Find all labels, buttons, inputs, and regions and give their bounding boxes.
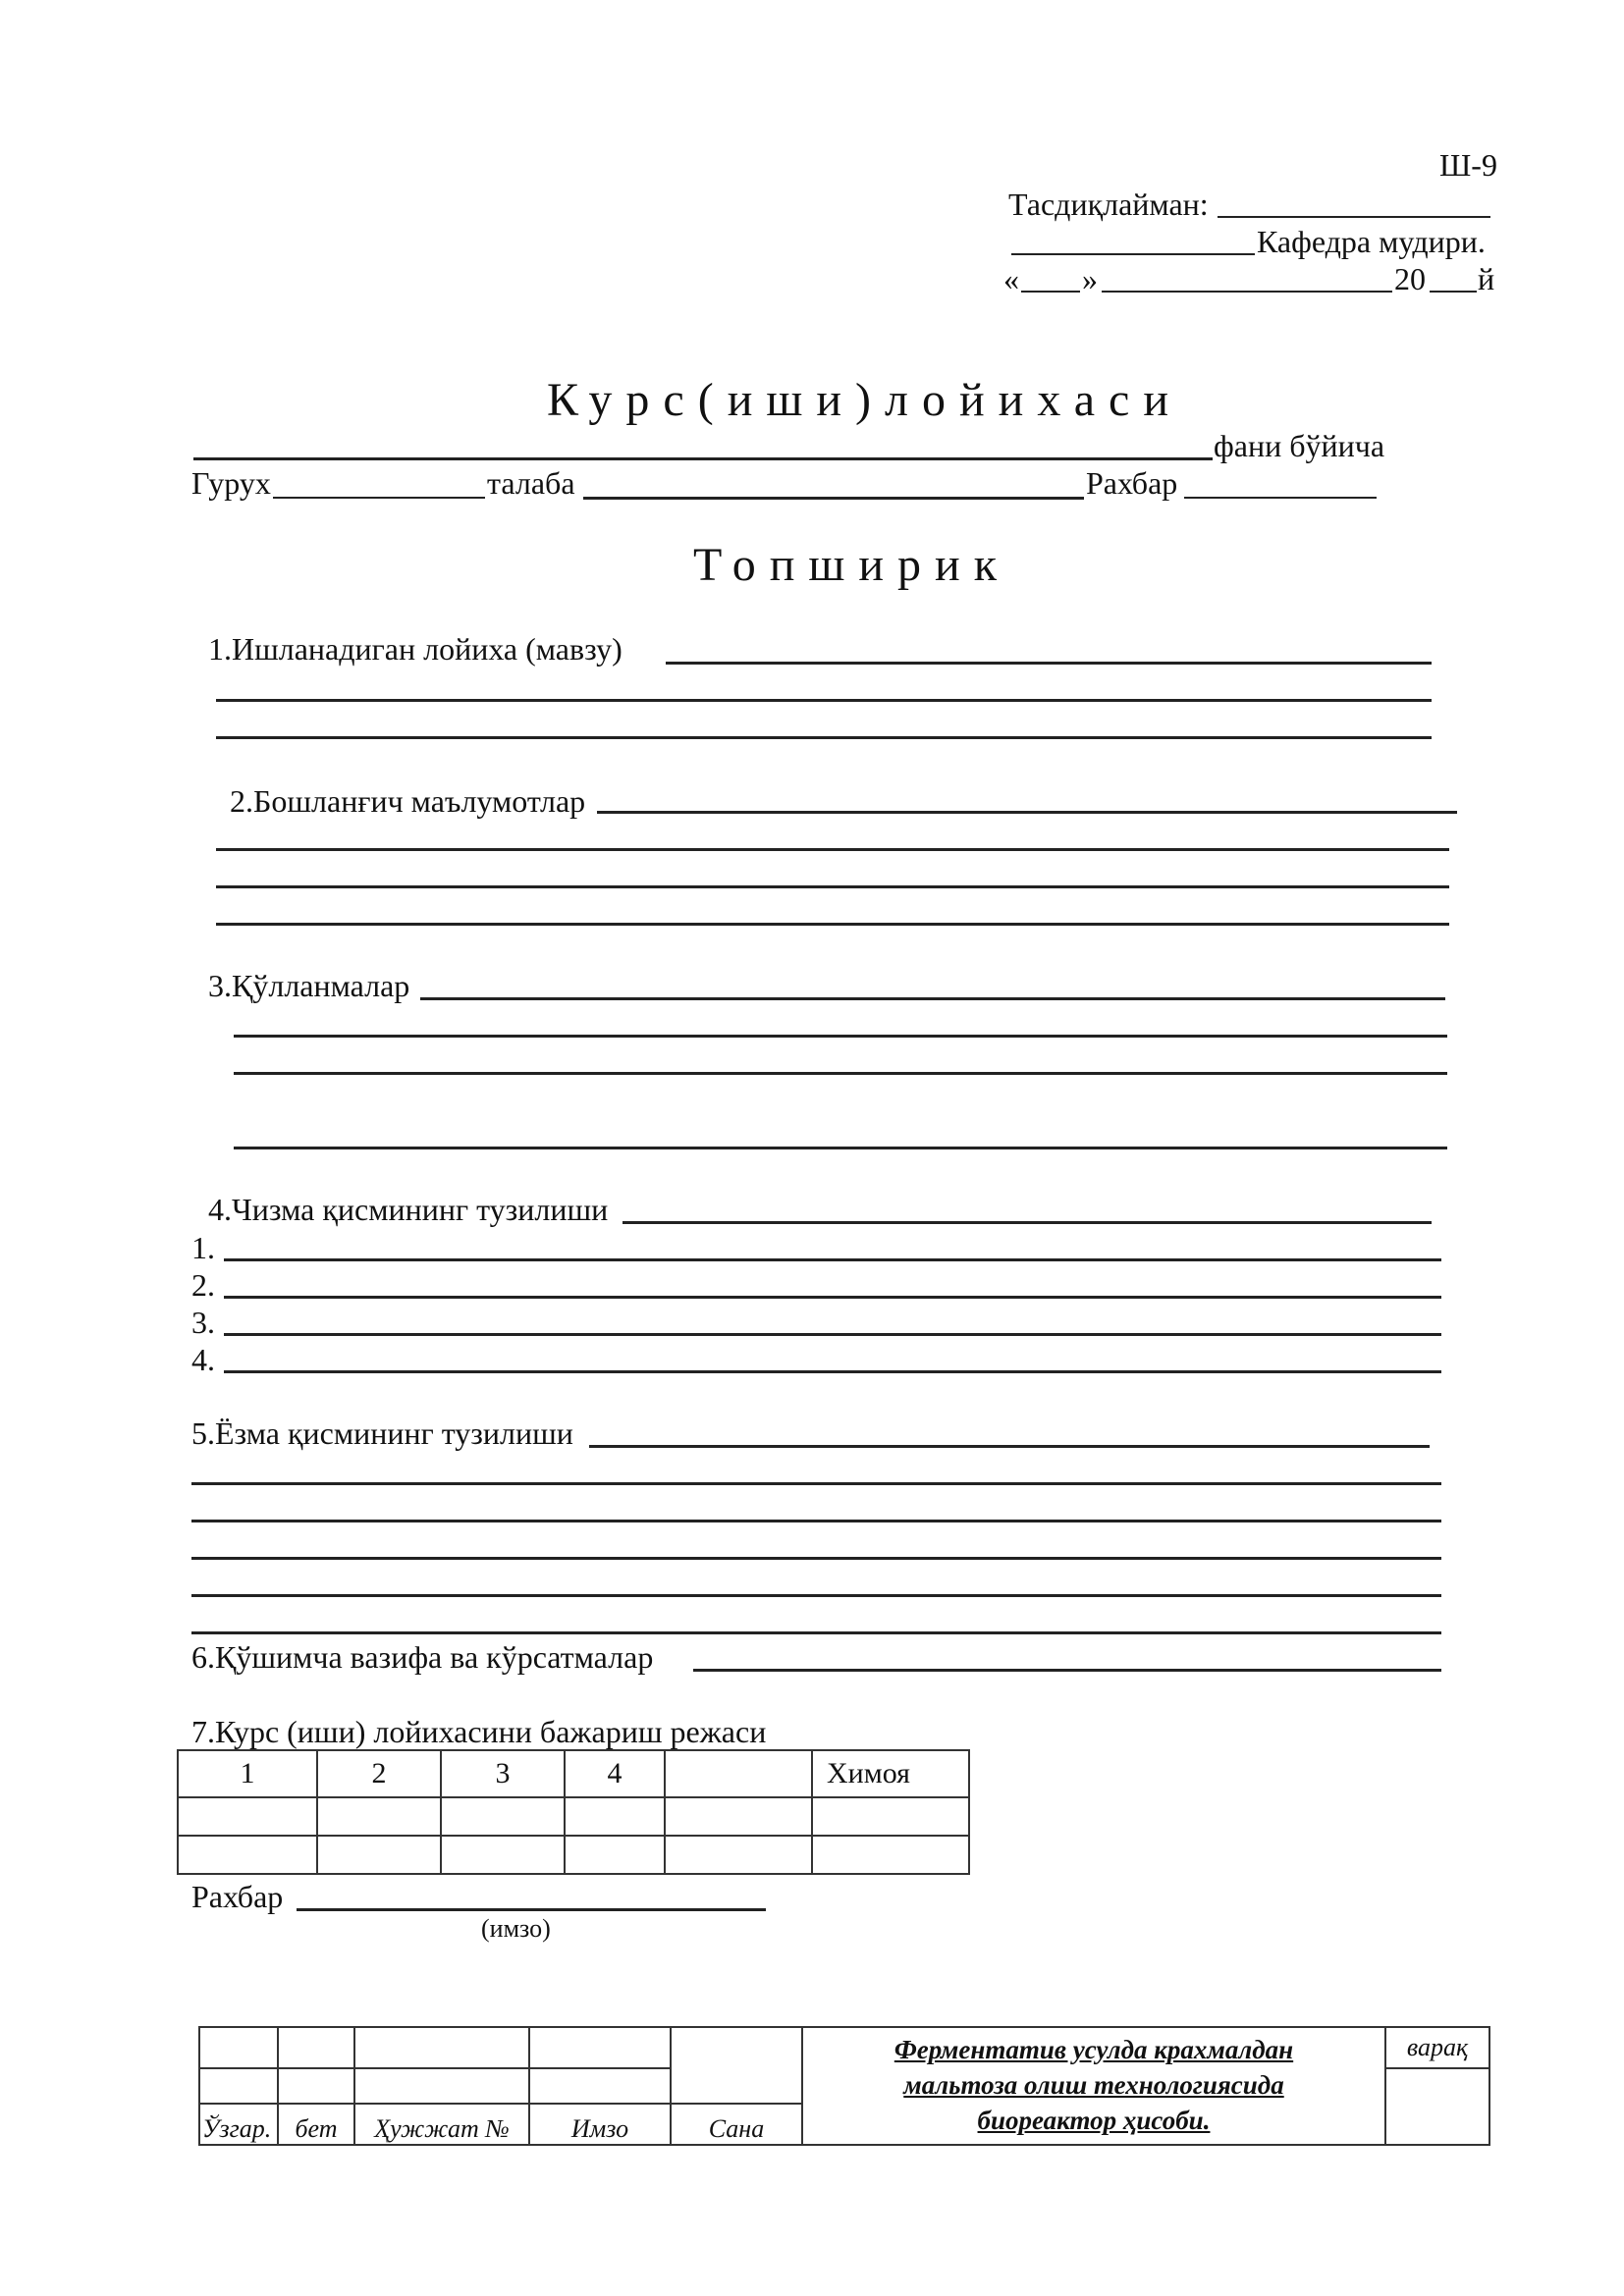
supervisor-line bbox=[1184, 497, 1377, 499]
section-3-line bbox=[234, 1147, 1447, 1149]
title-block-document-title bbox=[802, 2027, 1385, 2145]
document-title-line: Ферментатив усулда крахмалдан bbox=[893, 2035, 1294, 2064]
subject-suffix: фани бўйича bbox=[1214, 428, 1385, 463]
date-open-quote: « bbox=[1003, 261, 1019, 296]
plan-header-cell: 4 bbox=[565, 1750, 665, 1797]
task-title: Топширик bbox=[693, 539, 1011, 591]
head-of-dept-label: Кафедра мудири. bbox=[1257, 224, 1486, 259]
section-2-label: 2.Бошланғич маълумотлар bbox=[230, 783, 586, 819]
date-year-line bbox=[1430, 291, 1477, 293]
section-4-item-2: 2. bbox=[191, 1267, 215, 1303]
group-line bbox=[273, 497, 485, 499]
plan-header-cell bbox=[665, 1750, 812, 1797]
plan-cell[interactable] bbox=[812, 1836, 969, 1874]
title-block bbox=[198, 2026, 1490, 2146]
plan-table bbox=[177, 1749, 970, 1875]
section-2-line bbox=[216, 848, 1449, 851]
section-2-line bbox=[597, 811, 1457, 814]
section-5-line bbox=[191, 1520, 1441, 1522]
section-1-label: 1.Ишланадиган лойиха (мавзу) bbox=[208, 631, 623, 667]
section-4-item-line bbox=[224, 1333, 1441, 1336]
section-1-line bbox=[216, 699, 1432, 702]
section-5-line bbox=[191, 1557, 1441, 1560]
plan-cell[interactable] bbox=[178, 1836, 317, 1874]
title-block-cell bbox=[278, 2027, 354, 2068]
date-close-quote: » bbox=[1082, 261, 1098, 296]
plan-header-cell: 2 bbox=[317, 1750, 441, 1797]
title-block-cell bbox=[671, 2027, 802, 2104]
col-changes-label: Ўзгар. bbox=[199, 2104, 278, 2145]
section-5-line bbox=[191, 1482, 1441, 1485]
plan-cell[interactable] bbox=[665, 1797, 812, 1836]
approve-line bbox=[1218, 216, 1490, 218]
student-line bbox=[583, 497, 1084, 500]
section-3-line bbox=[234, 1072, 1447, 1075]
subject-line bbox=[193, 457, 1213, 460]
signature-label: Рахбар bbox=[191, 1879, 284, 1914]
title-block-cell bbox=[278, 2068, 354, 2104]
section-6-label: 6.Қўшимча вазифа ва кўрсатмалар bbox=[191, 1639, 654, 1675]
section-3-line bbox=[420, 997, 1445, 1000]
col-signature-label: Имзо bbox=[529, 2104, 671, 2145]
plan-table-row bbox=[178, 1797, 969, 1836]
date-month-line bbox=[1102, 291, 1392, 293]
section-4-item-line bbox=[224, 1370, 1441, 1373]
section-5-line bbox=[191, 1631, 1441, 1634]
title-block-cell bbox=[199, 2027, 278, 2068]
approve-label: Тасдиқлайман: bbox=[1008, 187, 1209, 222]
plan-cell[interactable] bbox=[317, 1836, 441, 1874]
supervisor-label: Рахбар bbox=[1086, 465, 1178, 501]
date-day-line bbox=[1021, 291, 1080, 293]
section-5-label: 5.Ёзма қисмининг тузилиши bbox=[191, 1415, 573, 1451]
section-7-label: 7.Курс (иши) лойихасини бажариш режаси bbox=[191, 1714, 767, 1749]
plan-table-row bbox=[178, 1836, 969, 1874]
title-block-cell bbox=[354, 2027, 529, 2068]
sheet-number-cell[interactable] bbox=[1385, 2068, 1489, 2145]
section-3-line bbox=[234, 1035, 1447, 1038]
section-4-item-line bbox=[224, 1296, 1441, 1299]
head-signature-line bbox=[1011, 253, 1255, 255]
group-label: Гурух bbox=[191, 465, 271, 501]
section-5-line bbox=[191, 1594, 1441, 1597]
title-block-cell bbox=[529, 2027, 671, 2068]
section-6-line bbox=[693, 1669, 1441, 1672]
title-block-cell bbox=[354, 2068, 529, 2104]
section-4-item-3: 3. bbox=[191, 1305, 215, 1340]
section-5-line bbox=[589, 1445, 1430, 1448]
col-date-label: Сана bbox=[671, 2104, 802, 2145]
section-4-item-4: 4. bbox=[191, 1342, 215, 1377]
document-title-line: мальтоза олиш технологиясида bbox=[903, 2070, 1284, 2100]
plan-cell[interactable] bbox=[812, 1797, 969, 1836]
signature-caption: (имзо) bbox=[481, 1914, 551, 1943]
student-label: талаба bbox=[487, 465, 575, 501]
title-block-cell bbox=[199, 2068, 278, 2104]
title-block-row bbox=[199, 2027, 1489, 2068]
plan-cell[interactable] bbox=[441, 1797, 565, 1836]
section-2-line bbox=[216, 923, 1449, 926]
section-1-line bbox=[666, 662, 1432, 665]
section-4-line bbox=[623, 1221, 1432, 1224]
plan-cell[interactable] bbox=[565, 1797, 665, 1836]
plan-cell[interactable] bbox=[565, 1836, 665, 1874]
plan-header-cell: 1 bbox=[178, 1750, 317, 1797]
sheet-label: варақ bbox=[1385, 2027, 1489, 2068]
plan-table-header-row bbox=[178, 1750, 969, 1797]
section-1-line bbox=[216, 736, 1432, 739]
date-year-suffix: й bbox=[1478, 261, 1495, 296]
document-title: Курс(иши)лойихаси bbox=[547, 374, 1183, 426]
plan-header-cell: 3 bbox=[441, 1750, 565, 1797]
title-block-cell bbox=[529, 2068, 671, 2104]
plan-cell[interactable] bbox=[178, 1797, 317, 1836]
section-4-item-line bbox=[224, 1258, 1441, 1261]
col-document-label: Ҳужжат № bbox=[354, 2104, 529, 2145]
plan-header-cell-defense: Химоя bbox=[812, 1750, 969, 1797]
document-title-line: биореактор ҳисоби. bbox=[977, 2106, 1211, 2135]
plan-cell[interactable] bbox=[441, 1836, 565, 1874]
col-page-label: бет bbox=[278, 2104, 354, 2145]
section-3-label: 3.Қўлланмалар bbox=[208, 968, 410, 1003]
form-code: Ш-9 bbox=[1439, 147, 1497, 183]
date-year-prefix: 20 bbox=[1394, 261, 1426, 296]
section-4-label: 4.Чизма қисмининг тузилиши bbox=[208, 1192, 609, 1227]
section-4-item-1: 1. bbox=[191, 1230, 215, 1265]
signature-line bbox=[297, 1908, 766, 1911]
plan-cell[interactable] bbox=[317, 1797, 441, 1836]
section-2-line bbox=[216, 885, 1449, 888]
plan-cell[interactable] bbox=[665, 1836, 812, 1874]
